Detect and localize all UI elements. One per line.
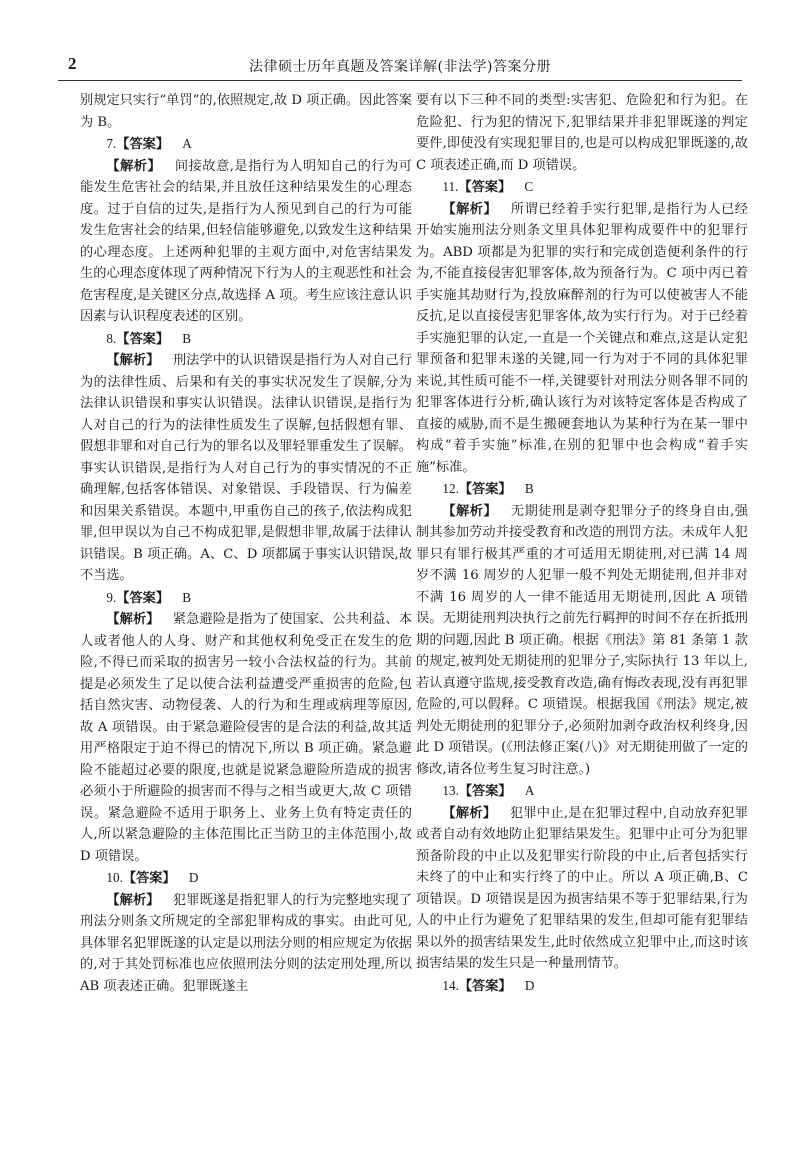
explanation-tag: 【解析】 bbox=[442, 805, 497, 821]
answer-tag: 【答案】 bbox=[116, 137, 170, 152]
answer-value: C bbox=[524, 179, 534, 194]
question-number: 12. bbox=[442, 481, 459, 496]
answer-tag: 【答案】 bbox=[116, 331, 170, 347]
answer-line bbox=[416, 975, 748, 998]
answer-tag: 【答案】 bbox=[458, 180, 512, 195]
explanation-paragraph bbox=[416, 501, 748, 781]
answer-tag: 【答案】 bbox=[458, 978, 512, 994]
explanation-paragraph bbox=[80, 609, 412, 867]
explanation-paragraph bbox=[80, 890, 412, 998]
right-column bbox=[416, 90, 748, 997]
answer-tag: 【答案】 bbox=[458, 784, 512, 799]
answer-tag: 【答案】 bbox=[116, 590, 170, 606]
question-number: 11. bbox=[442, 179, 459, 194]
question-number: 8. bbox=[106, 330, 117, 346]
answer-value: A bbox=[182, 136, 192, 151]
answer-line bbox=[416, 478, 748, 501]
page-header bbox=[58, 44, 742, 78]
answer-tag: 【答案】 bbox=[122, 871, 176, 886]
answer-value: B bbox=[524, 481, 534, 496]
paragraph-text: 要有以下三种不同的类型:实害犯、危险犯和行为犯。在危险犯、行为犯的情况下,犯罪结果并非犯罪既遂的判定要件,即使没有实现犯罪目的,也是可以构成犯罪既遂的,故 C 项表述正确,而 D 项错误。 bbox=[416, 93, 748, 173]
explanation-paragraph bbox=[80, 156, 412, 328]
explanation-paragraph bbox=[416, 803, 748, 975]
answer-value: B bbox=[182, 330, 192, 346]
question-number: 7. bbox=[106, 136, 117, 151]
explanation-tag: 【解析】 bbox=[106, 353, 160, 368]
question-number: 14. bbox=[442, 977, 459, 993]
explanation-text: 间接故意,是指行为人明知自己的行为可能发生危害社会的结果,并且放任这种结果发生的心理态度。过于自信的过失,是指行为人预见到自己的行为可能发生危害社会的结果,但轻信能够避免,以致发生这种结果的心理态度。上述两种犯罪的主观方面中,对危害结果发生的心理态度体现了两种情况下行为人的主观恶性和社会危害程度,是关键区分点,故选择 A 项。考生应该注意认识因素与认识程度表述的区别。 bbox=[80, 158, 412, 324]
explanation-text: 刑法学中的认识错误是指行为人对自己行为的法律性质、后果和有关的事实状况发生了误解,分为法律认识错误和事实认识错误。法律认识错误,是指行为人对自己的行为的法律性质发生了误解,包括假想有罪、假想非罪和对自己行为的罪名以及罪轻罪重发生了误解。事实认识错误,是指行为人对自己行为的事实情况的不正确理解,包括客体错误、对象错误、手段错误、行为偏差和因果关系错误。本题中,甲重伤自己的孩子,依法构成犯罪,但甲误以为自己不构成犯罪,是假想非罪,故属于法律认识错误。B 项正确。A、C、D 项都属于事实认识错误,故不当选。 bbox=[80, 353, 413, 583]
explanation-text: 所谓已经着手实行犯罪,是指行为人已经开始实施刑法分则条文里具体犯罪构成要件中的犯罪行为。ABD 项都是为犯罪的实行和完成创造便利条件的行为,不能直接侵害犯罪客体,故为预备行为。C 项中丙已着手实施其劫财行为,投放麻醉剂的行为可以使被害人不能反抗,足以直接侵害犯罪客体,故为实行行为。对于已经着手实施犯罪的认定,一直是一个关键点和难点,这是认定犯罪预备和犯罪未遂的关键,同一行为对于不同的具体犯罪来说,其性质可能不一样,关键要针对刑法分则各罪不同的犯罪客体进行分析,确认该行为对该特定客体是否构成了直接的威胁,而不是生搬硬套地认为某种行为在某一罪中构成“着手实施”标准,在别的犯罪中也会构成“着手实施”标准。 bbox=[416, 201, 748, 475]
continued-paragraph bbox=[416, 90, 748, 176]
explanation-tag: 【解析】 bbox=[442, 503, 498, 519]
answer-line bbox=[80, 328, 412, 351]
explanation-tag: 【解析】 bbox=[106, 158, 162, 174]
paragraph-text: 别规定只实行“单罚”的,依照规定,故 D 项正确。因此答案为 B。 bbox=[80, 93, 412, 130]
explanation-text: 紧急避险是指为了使国家、公共利益、本人或者他人的人身、财产和其他权利免受正在发生的危险,不得已而采取的损害另一较小合法权益的行为。其前提是必须发生了足以使合法利益遭受严重损害的危险,包括自然灾害、动物侵袭、人的行为和生理或病理等原因,故 A 项错误。由于紧急避险侵害的是合法的利益,故其适用严格限定于迫不得已的情况下,所以 B 项正确。紧急避险不能超过必要的限度,也就是说紧急避险所造成的损害必须小于所避险的损害而不得与之相当或更大,故 C 项错误。紧急避险不适用于职务上、业务上负有特定责任的人,所以紧急避险的主体范围比正当防卫的主体范围小,故 D 项错误。 bbox=[80, 612, 413, 864]
answer-value: D bbox=[524, 977, 535, 993]
answer-value: D bbox=[188, 870, 199, 885]
explanation-tag: 【解析】 bbox=[442, 201, 498, 217]
question-number: 10. bbox=[106, 870, 123, 885]
answer-tag: 【答案】 bbox=[458, 482, 512, 497]
running-title: 法律硕士历年真题及答案详解(非法学)答案分册 bbox=[249, 59, 551, 75]
question-number: 13. bbox=[442, 783, 459, 798]
header-rule bbox=[58, 80, 742, 81]
explanation-text: 无期徒刑是剥夺犯罪分子的终身自由,强制其参加劳动并接受教育和改造的刑罚方法。未成年人犯罪只有罪行极其严重的才可适用无期徒刑,对已满 14 周岁不满 16 周岁的人犯罪一般不判处无期徒刑,但并非对不满 16 周岁的人一律不能适用无期徒刑,因此 A 项错误。无期徒刑判决执行之前先行羁押的时间不存在折抵刑期的问题,因此 B 项正确。根据《刑法》第 81 条第 1 款的规定,被判处无期徒刑的犯罪分子,实际执行 13 年以上,若认真遵守监规,接受教育改造,确有悔改表现,没有再犯罪危险的,可以假释。C 项错误。根据我国《刑法》规定,被判处无期徒刑的犯罪分子,必须附加剥夺政治权利终身,因此 D 项错误。(《刑法修正案(八)》对无期徒刑做了一定的修改,请各位考生复习时注意。) bbox=[416, 503, 748, 777]
answer-line bbox=[80, 587, 412, 610]
explanation-tag: 【解析】 bbox=[106, 612, 160, 627]
explanation-text: 犯罪中止,是在犯罪过程中,自动放弃犯罪或者自动有效地防止犯罪结果发生。犯罪中止可分为犯罪预备阶段的中止以及犯罪实行阶段的中止,后者包括实行未终了的中止和实行终了的中止。所以 A 项正确,B、C 项错误。D 项错误是因为损害结果不等于犯罪结果,行为人的中止行为避免了犯罪结果的发生,但却可能有犯罪结果以外的损害结果发生,此时依然成立犯罪中止,而这时该损害结果的发生只是一种量刑情节。 bbox=[416, 805, 748, 971]
page-number: 2 bbox=[68, 54, 77, 73]
answer-value: A bbox=[524, 783, 535, 798]
answer-line bbox=[80, 867, 412, 890]
left-column bbox=[80, 90, 412, 997]
explanation-text: 犯罪既遂是指犯罪人的行为完整地实现了刑法分则条文所规定的全部犯罪构成的事实。由此可见,具体罪名犯罪既遂的认定是以刑法分则的相应规定为依据的,对于其处罚标准也应依照刑法分则的法定刑处理,所以 AB 项表述正确。犯罪既遂主 bbox=[80, 892, 413, 994]
answer-line bbox=[80, 133, 412, 156]
answer-line bbox=[416, 176, 748, 199]
explanation-paragraph bbox=[416, 199, 748, 479]
explanation-tag: 【解析】 bbox=[106, 892, 160, 908]
answer-value: B bbox=[182, 589, 192, 605]
continued-paragraph bbox=[80, 90, 412, 133]
question-number: 9. bbox=[106, 589, 117, 605]
answer-line bbox=[416, 780, 748, 803]
explanation-paragraph bbox=[80, 350, 412, 587]
